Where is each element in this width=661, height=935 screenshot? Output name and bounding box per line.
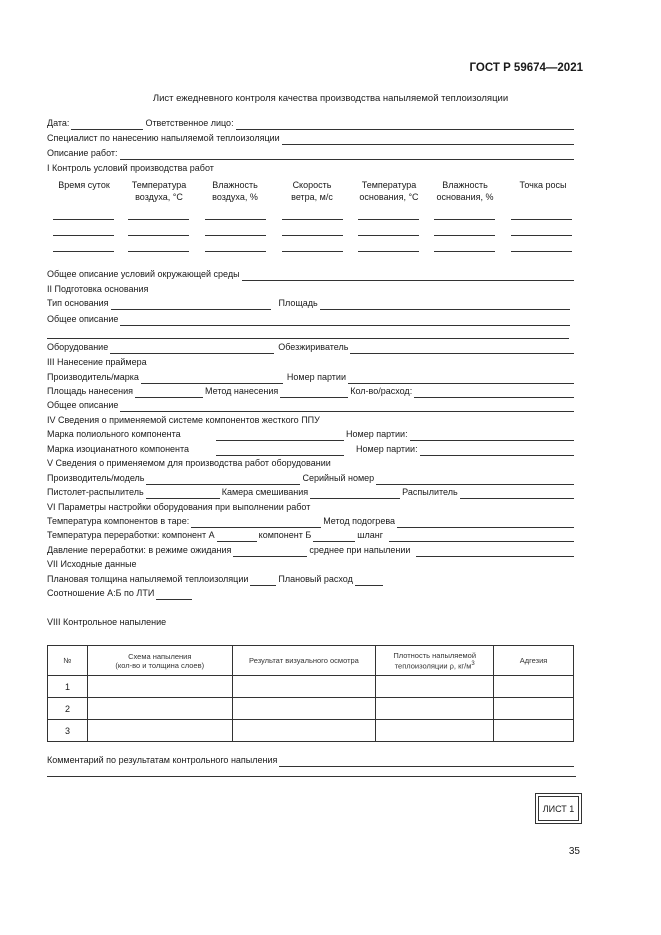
condition-cell-r2-c2[interactable]: [128, 235, 189, 236]
date-field[interactable]: [71, 119, 143, 130]
equipment-label: Оборудование: [47, 342, 109, 352]
env-description-field[interactable]: [242, 270, 574, 281]
condition-cell-r1-c2[interactable]: [128, 219, 189, 220]
section-1-title: I Контроль условий производства работ: [47, 163, 214, 173]
proc-temp-line: [47, 529, 576, 542]
area-label: Площадь: [278, 298, 318, 308]
comment-extra-line[interactable]: [47, 776, 576, 777]
cell-result[interactable]: [232, 698, 376, 720]
condition-cell-r1-c7[interactable]: [511, 219, 572, 220]
equipment-model-field[interactable]: [146, 474, 300, 485]
comment-line: [47, 754, 576, 767]
gun-label: Пистолет-распылитель: [47, 487, 144, 497]
sheet-label: ЛИСТ 1: [538, 796, 579, 821]
serial-label: Серийный номер: [302, 473, 375, 483]
flow-field[interactable]: [355, 575, 383, 586]
pressure-field[interactable]: [233, 546, 307, 557]
gun-field[interactable]: [146, 488, 220, 499]
comp-temp-label: Температура компонентов в таре:: [47, 516, 190, 526]
col-header-time: Время суток: [58, 180, 110, 190]
comp-b-field[interactable]: [313, 531, 355, 542]
description-label: Описание работ:: [47, 148, 118, 158]
description-field[interactable]: [120, 149, 574, 160]
specialist-field[interactable]: [282, 134, 574, 145]
base-type-label: Тип основания: [47, 298, 109, 308]
cell-result[interactable]: [232, 720, 376, 742]
iso-batch-label: Номер партии:: [356, 444, 418, 454]
proc-temp-a-label: Температура переработки: компонент А: [47, 530, 215, 540]
cell-density[interactable]: [376, 676, 494, 698]
polyol-batch-label: Номер партии:: [346, 429, 408, 439]
condition-cell-r2-c4[interactable]: [282, 235, 343, 236]
cell-result[interactable]: [232, 676, 376, 698]
gun-line: [47, 486, 576, 499]
header-result: Результат визуального осмотра: [232, 646, 376, 676]
primer-general-label: Общее описание: [47, 400, 119, 410]
document-title: Лист ежедневного контроля качества производства напыляемой теплоизоляции: [152, 93, 509, 104]
hose-label: шланг: [357, 530, 383, 540]
condition-cell-r2-c1[interactable]: [53, 235, 114, 236]
cell-adhesion[interactable]: [494, 698, 574, 720]
condition-cell-r2-c7[interactable]: [511, 235, 572, 236]
comment-label: Комментарий по результатам контрольного напыления: [47, 755, 278, 765]
responsible-field[interactable]: [236, 119, 574, 130]
condition-cell-r1-c6[interactable]: [434, 219, 495, 220]
iso-line: [47, 443, 576, 456]
condition-cell-r3-c5[interactable]: [358, 251, 419, 252]
col-header-air-humidity: Влажность воздуха, %: [212, 180, 258, 202]
pressure-line: [47, 544, 576, 557]
iso-field[interactable]: [216, 445, 344, 456]
section-6-title: VI Параметры настройки оборудования при выполнении работ: [47, 502, 311, 512]
header-density: Плотность напыляемой теплоизоляции ρ, $кг/м^3$: [376, 646, 494, 676]
iso-batch-field[interactable]: [420, 445, 574, 456]
sprayer-field[interactable]: [460, 488, 574, 499]
primer-batch-label: Номер партии: [286, 372, 346, 382]
primer-manufacturer-label: Производитель/марка: [47, 372, 139, 382]
description-line: [47, 147, 576, 160]
polyol-label: Марка полиольного компонента: [47, 429, 181, 439]
row-num: 2: [48, 698, 88, 720]
responsible-label: Ответственное лицо:: [145, 118, 234, 128]
primer-qty-label: Кол-во/расход:: [350, 386, 413, 396]
section-7-title: VII Исходные данные: [47, 559, 137, 569]
cell-scheme[interactable]: [87, 698, 232, 720]
primer-area-field[interactable]: [135, 387, 203, 398]
primer-area-line: [47, 385, 576, 398]
serial-field[interactable]: [376, 474, 574, 485]
flow-label: Плановый расход: [278, 574, 353, 584]
polyol-batch-field[interactable]: [410, 430, 574, 441]
condition-cell-r1-c5[interactable]: [358, 219, 419, 220]
date-label: Дата:: [47, 118, 70, 128]
primer-method-label: Метод нанесения: [205, 386, 279, 396]
header-scheme: Схема напыления (кол-во и толщина слоев): [87, 646, 232, 676]
header-adhesion: Адгезия: [494, 646, 574, 676]
condition-cell-r3-c2[interactable]: [128, 251, 189, 252]
table-header-row: [48, 646, 574, 676]
chamber-label: Камера смешивания: [221, 487, 309, 497]
polyol-field[interactable]: [216, 430, 344, 441]
condition-cell-r1-c3[interactable]: [205, 219, 266, 220]
base-type-field[interactable]: [111, 299, 271, 310]
pressure-label: Давление переработки: в режиме ожидания: [47, 545, 232, 555]
primer-general-field[interactable]: [120, 401, 574, 412]
degreaser-label: Обезжириватель: [278, 342, 349, 352]
condition-cell-r2-c3[interactable]: [205, 235, 266, 236]
condition-cell-r3-c1[interactable]: [53, 251, 114, 252]
control-spray-table: [47, 645, 574, 742]
section-4-title: IV Сведения о применяемой системе компонентов жесткого ППУ: [47, 415, 320, 425]
primer-general-line: [47, 399, 576, 412]
ratio-label: Соотношение А:Б по ЛТИ: [47, 588, 155, 598]
condition-cell-r1-c4[interactable]: [282, 219, 343, 220]
condition-cell-r3-c3[interactable]: [205, 251, 266, 252]
primer-method-field[interactable]: [280, 387, 348, 398]
equipment-model-label: Производитель/модель: [47, 473, 145, 483]
env-description-line: [47, 268, 576, 281]
comp-b-label: компонент Б: [258, 530, 312, 540]
table-row: [48, 698, 574, 720]
condition-cell-r3-c6[interactable]: [434, 251, 495, 252]
equipment-field[interactable]: [110, 343, 274, 354]
comp-temp-line: [47, 515, 576, 528]
sprayer-label: Распылитель: [402, 487, 458, 497]
date-responsible-line: [47, 117, 576, 130]
hose-field[interactable]: [389, 531, 574, 542]
cell-adhesion[interactable]: [494, 676, 574, 698]
cell-density[interactable]: [376, 698, 494, 720]
table-row: [48, 676, 574, 698]
base-general-field[interactable]: [120, 315, 570, 326]
cell-density[interactable]: [376, 720, 494, 742]
area-field[interactable]: [320, 299, 570, 310]
col-header-wind-speed: Скорость ветра, м/с: [291, 180, 333, 202]
condition-cell-r2-c5[interactable]: [358, 235, 419, 236]
condition-cell-r1-c1[interactable]: [53, 219, 114, 220]
specialist-line: [47, 132, 576, 145]
ratio-line: [47, 587, 247, 600]
polyol-line: [47, 428, 576, 441]
section-3-title: III Нанесение праймера: [47, 357, 147, 367]
section-2-title: II Подготовка основания: [47, 284, 149, 294]
standard-number: ГОСТ Р 59674—2021: [469, 62, 583, 74]
condition-cell-r2-c6[interactable]: [434, 235, 495, 236]
avg-field[interactable]: [416, 546, 574, 557]
table-row: [48, 720, 574, 742]
proc-temp-a-field[interactable]: [217, 531, 257, 542]
primer-qty-field[interactable]: [414, 387, 574, 398]
primer-area-label: Площадь нанесения: [47, 386, 134, 396]
heating-field[interactable]: [397, 517, 574, 528]
col-header-air-temp: Температура воздуха, °С: [131, 180, 187, 202]
col-header-base-humidity: Влажность основания, %: [436, 180, 494, 202]
header-num: №: [48, 646, 88, 676]
cell-scheme[interactable]: [87, 676, 232, 698]
base-type-line: [47, 297, 576, 310]
base-general-label: Общее описание: [47, 314, 119, 324]
chamber-field[interactable]: [310, 488, 400, 499]
specialist-label: Специалист по нанесению напыляемой теплоизоляции: [47, 133, 280, 143]
sheet-stamp: [535, 793, 582, 824]
condition-cell-r3-c4[interactable]: [282, 251, 343, 252]
cell-adhesion[interactable]: [494, 720, 574, 742]
row-num: 3: [48, 720, 88, 742]
env-description-label: Общее описание условий окружающей среды: [47, 269, 240, 279]
section-5-title: V Сведения о применяемом для производства работ оборудовании: [47, 458, 331, 468]
thickness-label: Плановая толщина напыляемой теплоизоляции: [47, 574, 249, 584]
row-num: 1: [48, 676, 88, 698]
base-general-line: [47, 313, 576, 326]
equipment-model-line: [47, 472, 576, 485]
col-header-base-temp: Температура основания, °С: [359, 180, 419, 202]
thickness-field[interactable]: [250, 575, 276, 586]
base-general-extra-line[interactable]: [47, 338, 569, 339]
thickness-line: [47, 573, 407, 586]
ratio-field[interactable]: [156, 589, 192, 600]
heating-label: Метод подогрева: [323, 516, 396, 526]
avg-label: среднее при напылении: [309, 545, 411, 555]
comment-field[interactable]: [279, 756, 574, 767]
primer-manufacturer-line: [47, 371, 576, 384]
primer-manufacturer-field[interactable]: [141, 373, 283, 384]
cell-scheme[interactable]: [87, 720, 232, 742]
section-8-title: VIII Контрольное напыление: [47, 617, 167, 627]
iso-label: Марка изоцианатного компонента: [47, 444, 190, 454]
col-header-dew-point: Точка росы: [519, 180, 567, 190]
degreaser-field[interactable]: [350, 343, 574, 354]
comp-temp-field[interactable]: [191, 517, 321, 528]
condition-cell-r3-c7[interactable]: [511, 251, 572, 252]
equipment-line: [47, 341, 576, 354]
page-number: 35: [568, 846, 580, 857]
primer-batch-field[interactable]: [348, 373, 574, 384]
